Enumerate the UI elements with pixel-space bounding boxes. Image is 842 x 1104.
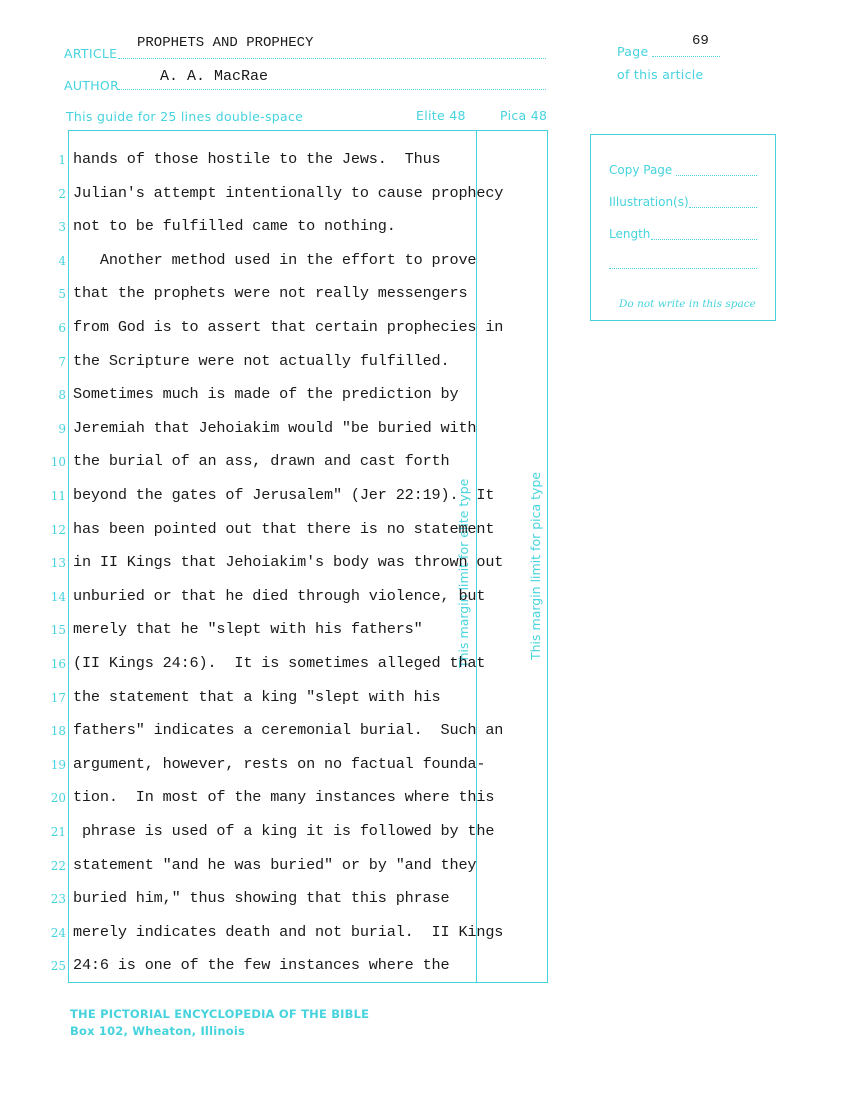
article-title: PROPHETS AND PROPHECY [137,35,314,51]
publisher-name: THE PICTORIAL ENCYCLOPEDIA OF THE BIBLE [70,1007,370,1021]
typed-line: Jeremiah that Jehoiakim would "be buried with [73,418,477,437]
line-number: 2 [58,186,66,201]
line-number: 25 [50,959,66,974]
line-number: 7 [58,354,66,369]
length-dotted-line [651,239,757,240]
typed-line: in II Kings that Jehoiakim's body was thrown out [73,553,504,572]
office-use-note: Do not write in this space [619,298,756,310]
author-label: AUTHOR [64,78,120,93]
typed-line: from God is to assert that certain prophecies in [73,318,504,336]
typed-line: Julian's attempt intentionally to cause prophecy [73,183,504,202]
line-number: 15 [50,623,66,638]
copy-page-label: Copy Page [609,163,673,177]
typed-line: has been pointed out that there is no statement [73,519,495,538]
line-number: 20 [50,791,66,806]
page-dotted-line [652,56,720,57]
elite-margin-note: This margin limit for elite type [456,478,471,668]
line-number: 10 [50,455,66,470]
typed-line: merely indicates death and not burial. II Kings [73,922,504,941]
page-label: Page [617,44,649,59]
line-number: 13 [50,556,66,571]
guide-text: This guide for 25 lines double-space [66,109,304,124]
typed-line: Sometimes much is made of the prediction by [73,385,459,404]
page-number: 69 [692,33,709,49]
line-number: 18 [50,724,66,739]
typed-line: the burial of an ass, drawn and cast forth [73,452,450,471]
typed-line: hands of those hostile to the Jews. Thus [73,150,441,168]
elite-label: Elite 48 [416,108,466,123]
line-number: 21 [50,825,66,839]
typed-line: that the prophets were not really messengers [73,284,468,303]
typed-line: buried him," thus showing that this phrase [73,889,450,908]
line-number: 11 [50,489,66,503]
typed-line: fathers" indicates a ceremonial burial. Such an [73,721,504,740]
illustrations-dotted-line [689,207,757,208]
blank-dotted-line [609,268,757,269]
line-number: 6 [58,321,66,335]
typed-line: Another method used in the effort to prove [73,250,477,269]
typed-line: argument, however, rests on no factual founda- [73,754,486,773]
line-number: 3 [58,220,66,235]
line-number: 23 [50,892,66,907]
typed-line: merely that he "slept with his fathers" [73,620,423,639]
illustrations-label: Illustration(s) [609,195,689,209]
author-dotted-line [118,89,546,90]
copy-page-dotted-line [676,175,757,176]
typed-line: not to be fulfilled came to nothing. [73,217,396,236]
typed-line: unburied or that he died through violence, but [73,586,486,605]
line-number: 19 [50,757,66,772]
pica-label: Pica 48 [500,108,548,123]
line-number: 4 [58,253,66,268]
typed-line: the Scripture were not actually fulfilled. [73,351,450,370]
line-number: 8 [58,388,66,403]
article-dotted-line [118,58,546,59]
typed-line: beyond the gates of Jerusalem" (Jer 22:19). It [73,486,495,504]
typed-line: tion. In most of the many instances where this [73,788,495,807]
typed-line: 24:6 is one of the few instances where the [73,956,450,975]
line-number: 9 [58,421,66,436]
line-number: 14 [50,589,66,604]
line-number: 1 [58,153,66,167]
line-number: 17 [50,690,66,705]
typed-line: (II Kings 24:6). It is sometimes alleged that [73,654,486,672]
article-label: ARTICLE [64,46,118,61]
typed-line: phrase is used of a king it is followed by the [73,822,495,840]
line-number: 16 [50,657,66,671]
line-number: 22 [50,858,66,873]
publisher-address: Box 102, Wheaton, Illinois [70,1024,246,1038]
line-number: 5 [58,287,66,302]
typed-line: the statement that a king "slept with his [73,687,441,706]
pica-margin-note: This margin limit for pica type [528,471,543,660]
length-label: Length [609,227,651,241]
typed-line: statement "and he was buried" or by "and they [73,855,477,874]
page-sub-label: of this article [617,67,704,82]
author-name: A. A. MacRae [160,68,269,85]
line-number: 12 [50,522,66,537]
line-number: 24 [50,925,66,940]
